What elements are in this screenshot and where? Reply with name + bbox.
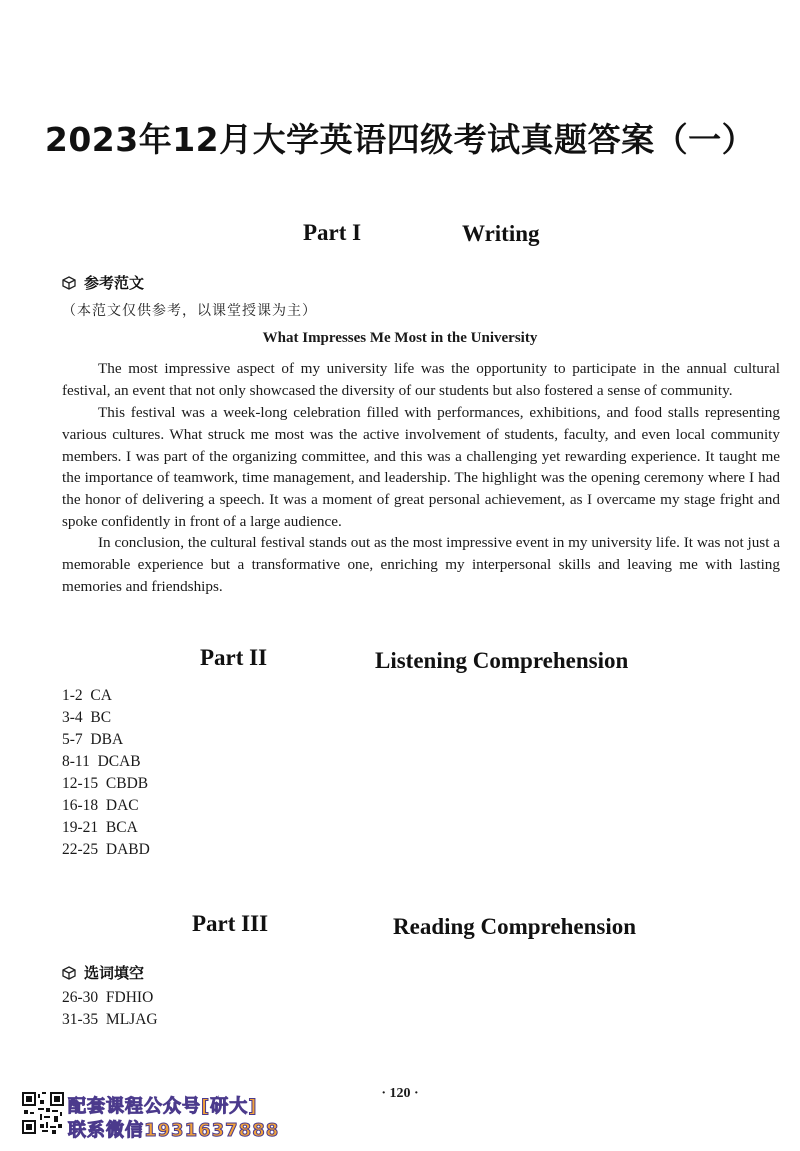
- page-title: 2023年12月大学英语四级考试真题答案（一）: [44, 120, 756, 159]
- essay-title: What Impresses Me Most in the University: [262, 330, 538, 346]
- part3-label: Part III: [192, 911, 269, 936]
- listening-answers: [62, 685, 150, 861]
- part3-section-heading: [62, 962, 144, 983]
- section-label: 参考范文: [84, 274, 145, 292]
- part1-section-heading: [62, 272, 144, 293]
- part2-name: Listening Comprehension: [375, 648, 629, 673]
- qr-code-icon: [22, 1092, 64, 1134]
- part2-label: Part II: [200, 645, 268, 670]
- promo-course-text: 配套课程公众号[研大]: [68, 1096, 258, 1117]
- section-label: 选词填空: [84, 964, 145, 982]
- answer-line: 8-11 DCAB: [62, 753, 141, 770]
- answer-line: 1-2 CA: [62, 687, 112, 704]
- essay-paragraph: The most impressive aspect of my university life was the opportunity to participate in the annual cultural festival, an event that not only showcased the diversity of our students but also fostered a sense of community.: [62, 360, 780, 399]
- answer-line: 26-30 FDHIO: [62, 989, 154, 1006]
- essay-note: （本范文仅供参考，以课堂授课为主）: [62, 303, 317, 319]
- answer-line: 19-21 BCA: [62, 819, 138, 836]
- answer-line: 12-15 CBDB: [62, 775, 149, 792]
- answer-line: 22-25 DABD: [62, 841, 150, 858]
- essay-paragraph: This festival was a week-long celebration filled with performances, exhibitions, and food stalls representing various cultures. What struck me most was the active involvement of students, faculty, and even local community members. I was part of the organizing committee, and this was a challenging yet rewarding experience. It taught me the importance of teamwork, time management, and leadership. The highlight was the opening ceremony where I had the honor of delivering a speech. It was a moment of great personal achievement, as I overcame my stage fright and spoke confidently in front of a large audience.: [62, 404, 780, 530]
- part3-name: Reading Comprehension: [393, 914, 637, 939]
- part1-name: Writing: [462, 221, 540, 246]
- cube-icon: [62, 966, 76, 980]
- answer-line: 3-4 BC: [62, 709, 112, 726]
- cube-icon: [62, 276, 76, 290]
- page-number: · 120 ·: [381, 1086, 419, 1101]
- promo-contact-text: 联系微信1931637888: [68, 1120, 280, 1141]
- part1-label: Part I: [303, 220, 362, 245]
- answer-line: 31-35 MLJAG: [62, 1011, 158, 1028]
- reading-answers: [62, 987, 158, 1031]
- essay-paragraph: In conclusion, the cultural festival stands out as the most impressive event in my university life. It was not just a memorable experience but a transformative one, enriching my interpersonal skills and leaving me with lasting memories and friendships.: [62, 534, 780, 595]
- answer-line: 5-7 DBA: [62, 731, 124, 748]
- answer-line: 16-18 DAC: [62, 797, 139, 814]
